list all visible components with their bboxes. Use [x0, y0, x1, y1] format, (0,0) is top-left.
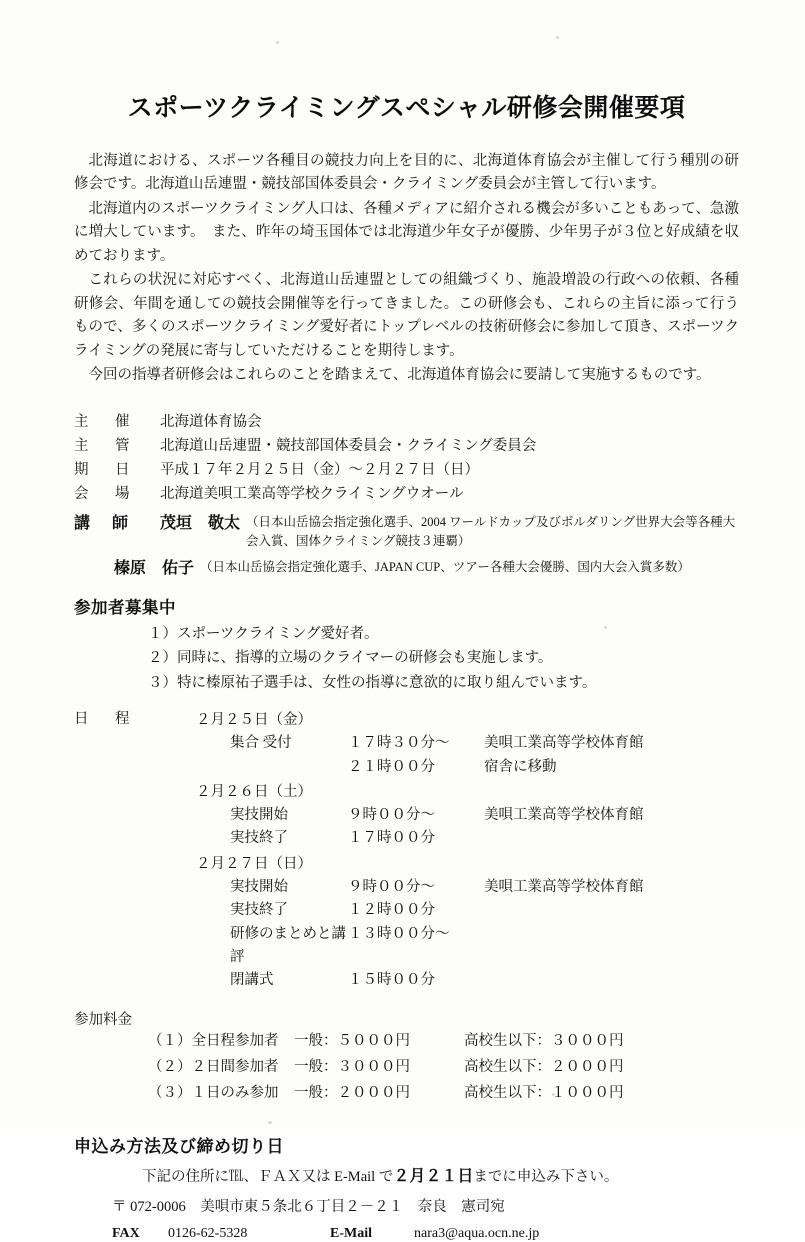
- info-label: 期 日: [74, 461, 136, 478]
- info-value: 平成１７年２月２５日（金）～２月２７日（日）: [160, 461, 479, 478]
- list-item: １）スポーツクライミング愛好者。: [148, 625, 379, 642]
- fee-student: 高校生以下：３０００円: [464, 1033, 624, 1050]
- schedule-body: [160, 707, 739, 992]
- recruit-heading: 参加者募集中: [74, 597, 176, 617]
- lecturer-section-label: 講 師: [74, 515, 132, 533]
- info-row-organizer: [74, 410, 739, 434]
- schedule-place: [484, 923, 739, 969]
- fee-student: 高校生以下：１０００円: [464, 1084, 624, 1101]
- schedule-row: [160, 899, 739, 922]
- fee-section: [74, 1008, 739, 1106]
- fee-title: 参加料金: [74, 1012, 132, 1029]
- schedule-time: １５時００分: [348, 971, 435, 988]
- schedule-time: ９時００分～: [348, 879, 435, 896]
- fee-general: 一般：５０００円: [294, 1033, 410, 1050]
- fax-value: 0126-62-5328: [168, 1225, 248, 1241]
- lecturer-name: 茂垣 敬太: [160, 515, 241, 533]
- fee-general: 一般：２０００円: [294, 1084, 410, 1101]
- schedule-row: [160, 756, 739, 779]
- intro-paragraph-1: 北海道における、スポーツ各種目の競技力向上を目的に、北海道体育協会が主催して行う種別の研修会です。北海道山岳連盟・競技部国体委員会・クライミング委員会が主管して行います。: [74, 153, 739, 193]
- schedule-place: 美唄工業高等学校体育館: [484, 879, 644, 896]
- lecturer-row-2: [74, 555, 739, 578]
- schedule-place: 美唄工業高等学校体育館: [484, 735, 644, 752]
- page-title: スポーツクライミングスペシャル研修会開催要項: [127, 95, 686, 122]
- info-value: 北海道美唄工業高等学校クライミングウオール: [160, 486, 464, 503]
- email-label: E-Mail: [330, 1225, 372, 1241]
- apply-address: 〒 072-0006 美唄市東５条北６丁目２－２１ 奈良 憲司宛: [112, 1198, 505, 1215]
- info-row-date: [74, 458, 739, 482]
- schedule-time: １７時３０分～: [348, 735, 450, 752]
- intro-paragraph-2: 北海道内のスポーツクライミング人口は、各種メディアに紹介される機会が多いこともあって、急激に増大しています。 また、昨年の埼玉国体では北海道少年女子が優勝、少年男子が３位と好成績を収めております。: [74, 200, 739, 264]
- schedule-activity: 研修のまとめと講評: [230, 925, 346, 965]
- lecturer-description: （日本山岳協会指定強化選手、JAPAN CUP、ツアー各種大会優勝、国内大会入賞多数）: [200, 559, 690, 574]
- schedule-row: [160, 827, 739, 850]
- fax-label: FAX: [112, 1225, 140, 1241]
- schedule-row: [160, 876, 739, 899]
- schedule-activity: [230, 756, 348, 779]
- lecturer-description: （日本山岳協会指定強化選手、2004 ワールドカップ及びボルダリング世界大会等各種大会入賞、国体クライミング競技３連覇）: [246, 515, 736, 549]
- schedule-place: 美唄工業高等学校体育館: [484, 807, 644, 824]
- list-item: ２）同時に、指導的立場のクライマーの研修会も実施します。: [148, 650, 553, 667]
- info-label: 主 管: [74, 437, 136, 454]
- info-label: 会 場: [74, 486, 136, 503]
- schedule-time: １２時００分: [348, 902, 435, 919]
- schedule-date: ２月２７日（日）: [196, 855, 312, 872]
- fee-kind: （２）２日間参加者: [148, 1058, 279, 1075]
- fee-row: [74, 1081, 739, 1107]
- event-info-list: [74, 410, 739, 506]
- fee-general: 一般：３０００円: [294, 1058, 410, 1075]
- schedule-activity: 閉講式: [230, 971, 274, 988]
- schedule-activity: 実技開始: [230, 807, 288, 824]
- fee-row: [74, 1029, 739, 1055]
- schedule-activity: 実技終了: [230, 830, 288, 847]
- email-value: nara3@aqua.ocn.ne.jp: [414, 1225, 540, 1241]
- schedule-time: ９時００分～: [348, 807, 435, 824]
- recruit-list: [74, 622, 739, 695]
- schedule-row: [160, 969, 739, 992]
- fee-row: [74, 1055, 739, 1081]
- fee-kind: （１）全日程参加者: [148, 1033, 279, 1050]
- info-label: 主 催: [74, 413, 136, 430]
- fee-student: 高校生以下：２０００円: [464, 1058, 624, 1075]
- schedule-row: [160, 804, 739, 827]
- intro-paragraph-3: これらの状況に対応すべく、北海道山岳連盟としての組織づくり、施設増設の行政への依頼、各種研修会、年間を通しての競技会開催等を行ってきました。この研修会も、これらの主旨に添って行うもので、多くのスポーツクライミング愛好者にトップレベルの技術研修会に参加して頂き、スポーツクライミングの発展に寄与していただけることを期待します。: [74, 272, 739, 359]
- schedule-place: [484, 827, 739, 850]
- schedule-date: ２月２６日（土）: [196, 783, 312, 800]
- info-row-manager: [74, 434, 739, 458]
- schedule-time: １３時００分～: [348, 925, 450, 942]
- lecturer-name: 榛原 佑子: [114, 559, 195, 577]
- apply-deadline: ２月２１日: [393, 1168, 474, 1186]
- schedule-row: [160, 923, 739, 969]
- schedule-place: [484, 899, 739, 922]
- apply-heading: 申込み方法及び締め切り日: [74, 1137, 284, 1157]
- apply-instruction-pre: 下記の住所に℡、ＦＡＸ又は E-Mail で: [142, 1169, 394, 1186]
- contact-row: [74, 1226, 739, 1242]
- schedule-time: １７時００分: [348, 830, 435, 847]
- schedule-activity: 実技終了: [230, 902, 288, 919]
- lecturer-row-1: [74, 510, 739, 552]
- intro-paragraph-4: 今回の指導者研修会はこれらのことを踏まえて、北海道体育協会に要請して実施するものです。: [88, 367, 711, 384]
- schedule-time: ２１時００分: [348, 758, 435, 775]
- schedule-activity: 集合 受付: [230, 735, 292, 752]
- schedule-date: ２月２５日（金）: [196, 711, 312, 728]
- info-value: 北海道体育協会: [160, 413, 262, 430]
- schedule-section: [74, 707, 739, 992]
- schedule-place: 宿舎に移動: [484, 758, 557, 775]
- schedule-place: [484, 969, 739, 992]
- list-item: ３）特に榛原祐子選手は、女性の指導に意欲的に取り組んでいます。: [148, 674, 597, 691]
- apply-instruction: [74, 1163, 739, 1191]
- schedule-activity: 実技開始: [230, 879, 288, 896]
- schedule-label: 日 程: [74, 710, 136, 727]
- info-value: 北海道山岳連盟・競技部国体委員会・クライミング委員会: [160, 437, 537, 454]
- fee-kind: （３）１日のみ参加: [148, 1084, 279, 1101]
- apply-instruction-post: までに申込み下さい。: [473, 1169, 619, 1186]
- schedule-row: [160, 732, 739, 755]
- info-row-venue: [74, 482, 739, 506]
